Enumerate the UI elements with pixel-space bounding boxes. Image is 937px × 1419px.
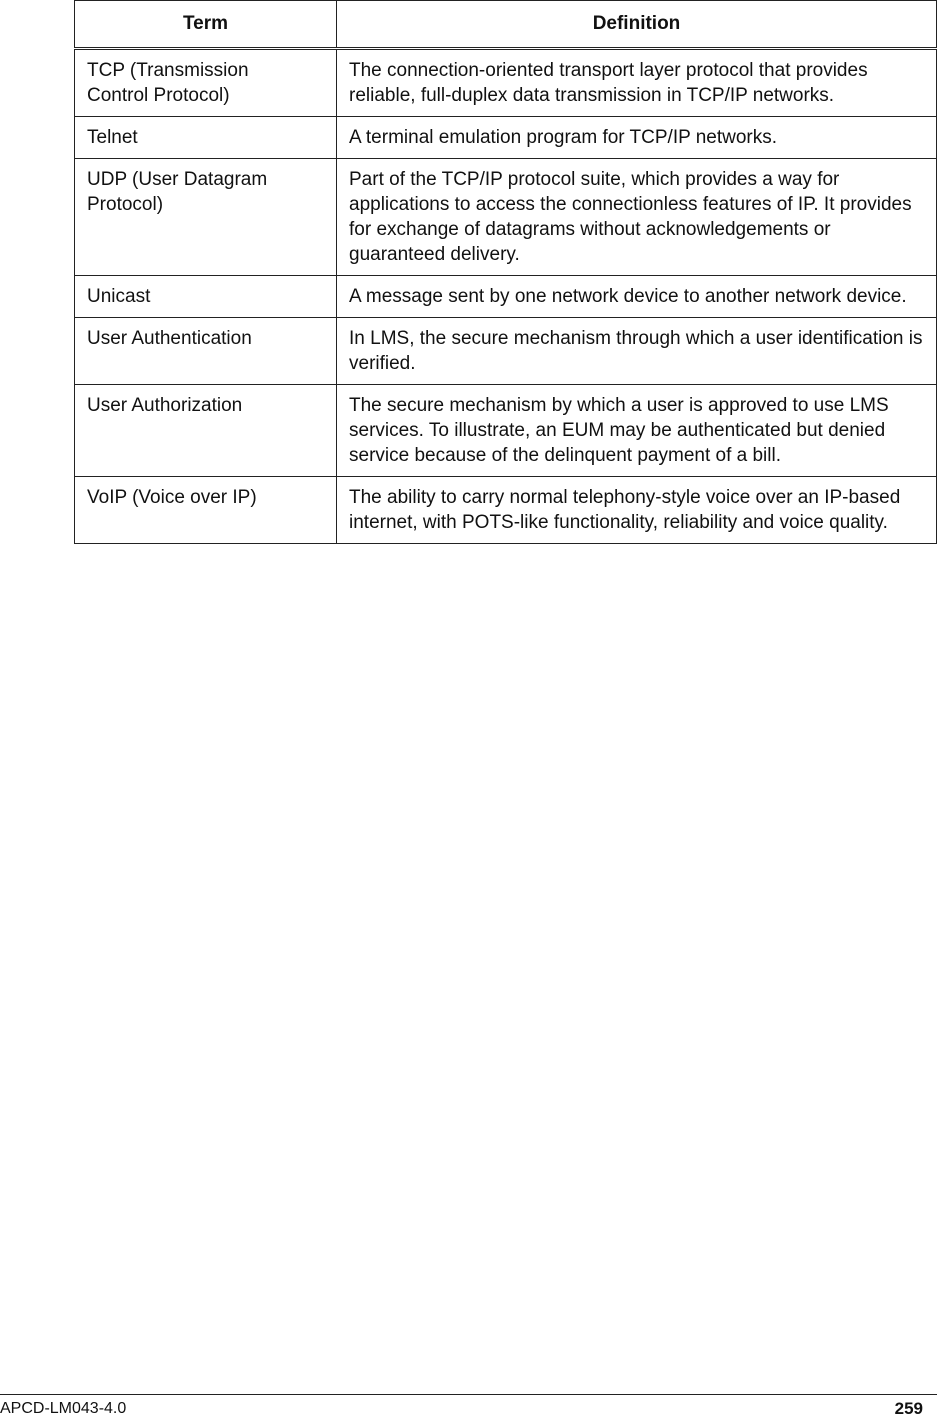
definition-cell: A terminal emulation program for TCP/IP networks. (337, 117, 937, 159)
term-cell: UDP (User Datagram Protocol) (75, 159, 337, 276)
term-cell: Unicast (75, 276, 337, 318)
term-cell: User Authorization (75, 385, 337, 477)
definition-cell: The ability to carry normal telephony-style voice over an IP-based internet, with POTS-like functionality, reliability and voice quality. (337, 477, 937, 544)
definition-cell: The connection-oriented transport layer protocol that provides reliable, full-duplex data transmission in TCP/IP networks. (337, 49, 937, 117)
table-row (75, 159, 937, 276)
term-cell: Telnet (75, 117, 337, 159)
table-row (75, 477, 937, 544)
table-row (75, 117, 937, 159)
glossary-table (74, 0, 937, 544)
term-cell: User Authentication (75, 318, 337, 385)
footer-divider (0, 1394, 937, 1395)
footer-page-number: 259 (894, 1399, 923, 1418)
table-row (75, 276, 937, 318)
definition-cell: Part of the TCP/IP protocol suite, which provides a way for applications to access the connectionless features of IP. It provides for exchange of datagrams without acknowledgements or guaranteed delivery. (337, 159, 937, 276)
term-cell: VoIP (Voice over IP) (75, 477, 337, 544)
header-definition: Definition (337, 1, 937, 49)
definition-cell: A message sent by one network device to another network device. (337, 276, 937, 318)
term-cell: TCP (Transmission Control Protocol) (75, 49, 337, 117)
header-term: Term (75, 1, 337, 49)
table-row (75, 318, 937, 385)
definition-cell: In LMS, the secure mechanism through which a user identification is verified. (337, 318, 937, 385)
table-header-row (75, 1, 937, 49)
footer-document-id: APCD-LM043-4.0 (0, 1400, 127, 1417)
table-row (75, 385, 937, 477)
definition-cell: The secure mechanism by which a user is approved to use LMS services. To illustrate, an EUM may be authenticated but denied service because of the delinquent payment of a bill. (337, 385, 937, 477)
table-row (75, 49, 937, 117)
